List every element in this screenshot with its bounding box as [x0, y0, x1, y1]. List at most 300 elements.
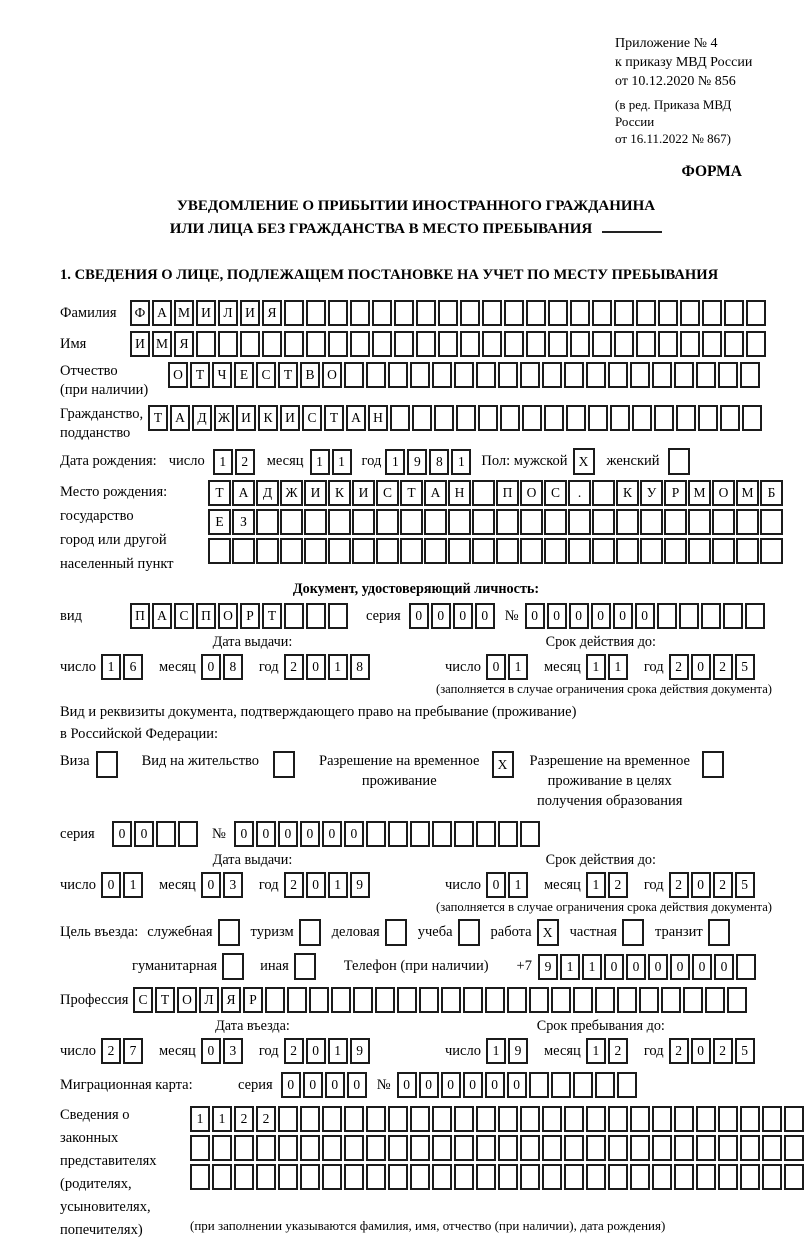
- surname-field-cell[interactable]: [306, 300, 326, 326]
- representatives-line3-cell[interactable]: [476, 1164, 496, 1190]
- doc-issue-year-cell[interactable]: 1: [328, 654, 348, 680]
- profession-field-cell[interactable]: [353, 987, 373, 1013]
- permit-expiry-year-cell[interactable]: 2: [713, 872, 733, 898]
- citizenship-field-cell[interactable]: И: [280, 405, 300, 431]
- representatives-line2-cell[interactable]: [278, 1135, 298, 1161]
- birthplace-line1-cell[interactable]: М: [736, 480, 759, 506]
- birth-day-cell[interactable]: 1: [213, 449, 233, 475]
- profession-field-cell[interactable]: [309, 987, 329, 1013]
- representatives-line3-cell[interactable]: [410, 1164, 430, 1190]
- birthplace-line2-cell[interactable]: [496, 509, 519, 535]
- visa-checkbox-cell[interactable]: [96, 751, 118, 778]
- birthplace-line3-cell[interactable]: [208, 538, 231, 564]
- stay-until-year-cell[interactable]: 0: [691, 1038, 711, 1064]
- citizenship-field-cell[interactable]: [522, 405, 542, 431]
- representatives-line3-cell[interactable]: [608, 1164, 628, 1190]
- migration-number-field-cell[interactable]: 0: [441, 1072, 461, 1098]
- doc-type-field-cell[interactable]: С: [174, 603, 194, 629]
- doc-expiry-day-cell[interactable]: 0: [486, 654, 506, 680]
- surname-field-cell[interactable]: [372, 300, 392, 326]
- birthplace-line3-cell[interactable]: [520, 538, 543, 564]
- doc-expiry-year-cell[interactable]: 0: [691, 654, 711, 680]
- profession-field-cell[interactable]: [375, 987, 395, 1013]
- representatives-line2-cell[interactable]: [586, 1135, 606, 1161]
- profession-field-cell[interactable]: [705, 987, 725, 1013]
- representatives-line2-cell[interactable]: [410, 1135, 430, 1161]
- firstname-field-cell[interactable]: [350, 331, 370, 357]
- representatives-line2-cell[interactable]: [762, 1135, 782, 1161]
- citizenship-field-cell[interactable]: [478, 405, 498, 431]
- permit-number-field-cell[interactable]: 0: [256, 821, 276, 847]
- representatives-line1-cell[interactable]: [366, 1106, 386, 1132]
- doc-expiry-day-cell[interactable]: 1: [508, 654, 528, 680]
- representatives-line2-cell[interactable]: [696, 1135, 716, 1161]
- representatives-line2-cell[interactable]: [652, 1135, 672, 1161]
- representatives-line1-cell[interactable]: [344, 1106, 364, 1132]
- phone-field-cell[interactable]: 1: [560, 954, 580, 980]
- citizenship-field-cell[interactable]: [632, 405, 652, 431]
- birth-month-cell[interactable]: 1: [332, 449, 352, 475]
- entry-year-cell[interactable]: 9: [350, 1038, 370, 1064]
- surname-field-cell[interactable]: И: [240, 300, 260, 326]
- representatives-line1-cell[interactable]: [498, 1106, 518, 1132]
- migration-number-field-cell[interactable]: 0: [485, 1072, 505, 1098]
- doc-number-field-cell[interactable]: [745, 603, 765, 629]
- birthplace-line2-cell[interactable]: [472, 509, 495, 535]
- citizenship-field-cell[interactable]: [434, 405, 454, 431]
- patronymic-field-cell[interactable]: [498, 362, 518, 388]
- representatives-line2-cell[interactable]: [234, 1135, 254, 1161]
- birthplace-line1-cell[interactable]: .: [568, 480, 591, 506]
- birthplace-line3-cell[interactable]: [256, 538, 279, 564]
- entry-year-cell[interactable]: 1: [328, 1038, 348, 1064]
- sex-male-checkbox-cell[interactable]: X: [573, 448, 595, 475]
- birthplace-line3-cell[interactable]: [328, 538, 351, 564]
- firstname-field-cell[interactable]: [328, 331, 348, 357]
- representatives-line1-cell[interactable]: 2: [256, 1106, 276, 1132]
- firstname-field-cell[interactable]: [702, 331, 722, 357]
- purpose-work-checkbox-cell[interactable]: X: [537, 919, 559, 946]
- surname-field-cell[interactable]: [482, 300, 502, 326]
- patronymic-field-cell[interactable]: [564, 362, 584, 388]
- representatives-line2-cell[interactable]: [432, 1135, 452, 1161]
- profession-field-cell[interactable]: [551, 987, 571, 1013]
- profession-field-cell[interactable]: [683, 987, 703, 1013]
- purpose-study-checkbox-cell[interactable]: [458, 919, 480, 946]
- doc-type-field-cell[interactable]: [328, 603, 348, 629]
- representatives-line3-cell[interactable]: [740, 1164, 760, 1190]
- permit-issue-year-cell[interactable]: 0: [306, 872, 326, 898]
- doc-type-field-cell[interactable]: [284, 603, 304, 629]
- surname-field-cell[interactable]: [350, 300, 370, 326]
- birth-year-cell[interactable]: 1: [385, 449, 405, 475]
- surname-field-cell[interactable]: [724, 300, 744, 326]
- citizenship-field-cell[interactable]: Т: [148, 405, 168, 431]
- doc-number-field-cell[interactable]: 0: [591, 603, 611, 629]
- birthplace-line1-cell[interactable]: К: [328, 480, 351, 506]
- birthplace-line3-cell[interactable]: [736, 538, 759, 564]
- birthplace-line3-cell[interactable]: [424, 538, 447, 564]
- permit-number-field-cell[interactable]: [366, 821, 386, 847]
- doc-number-field-cell[interactable]: [657, 603, 677, 629]
- birthplace-line2-cell[interactable]: [304, 509, 327, 535]
- firstname-field-cell[interactable]: [658, 331, 678, 357]
- firstname-field-cell[interactable]: И: [130, 331, 150, 357]
- firstname-field-cell[interactable]: [614, 331, 634, 357]
- profession-field-cell[interactable]: [639, 987, 659, 1013]
- representatives-line3-cell[interactable]: [630, 1164, 650, 1190]
- citizenship-field-cell[interactable]: Т: [324, 405, 344, 431]
- entry-month-cell[interactable]: 0: [201, 1038, 221, 1064]
- doc-issue-day-cell[interactable]: 1: [101, 654, 121, 680]
- doc-type-field-cell[interactable]: [306, 603, 326, 629]
- citizenship-field-cell[interactable]: Н: [368, 405, 388, 431]
- citizenship-field-cell[interactable]: К: [258, 405, 278, 431]
- birthplace-line3-cell[interactable]: [616, 538, 639, 564]
- patronymic-field-cell[interactable]: [520, 362, 540, 388]
- representatives-line1-cell[interactable]: [652, 1106, 672, 1132]
- surname-field-cell[interactable]: [636, 300, 656, 326]
- purpose-tourism-checkbox-cell[interactable]: [299, 919, 321, 946]
- surname-field-cell[interactable]: [548, 300, 568, 326]
- representatives-line1-cell[interactable]: [696, 1106, 716, 1132]
- birthplace-line1-cell[interactable]: [472, 480, 495, 506]
- representatives-line3-cell[interactable]: [564, 1164, 584, 1190]
- permit-number-field-cell[interactable]: 0: [300, 821, 320, 847]
- purpose-private-checkbox-cell[interactable]: [622, 919, 644, 946]
- doc-type-field-cell[interactable]: Р: [240, 603, 260, 629]
- profession-field-cell[interactable]: [617, 987, 637, 1013]
- representatives-line1-cell[interactable]: [278, 1106, 298, 1132]
- citizenship-field-cell[interactable]: Ж: [214, 405, 234, 431]
- representatives-line3-cell[interactable]: [344, 1164, 364, 1190]
- permit-number-field-cell[interactable]: [498, 821, 518, 847]
- representatives-line2-cell[interactable]: [674, 1135, 694, 1161]
- firstname-field-cell[interactable]: [746, 331, 766, 357]
- migration-number-field-cell[interactable]: 0: [463, 1072, 483, 1098]
- temp-residence-education-checkbox-cell[interactable]: [702, 751, 724, 778]
- representatives-line2-cell[interactable]: [388, 1135, 408, 1161]
- stay-until-month-cell[interactable]: 2: [608, 1038, 628, 1064]
- representatives-line1-cell[interactable]: [454, 1106, 474, 1132]
- profession-field-cell[interactable]: [727, 987, 747, 1013]
- doc-issue-year-cell[interactable]: 8: [350, 654, 370, 680]
- doc-issue-year-cell[interactable]: 0: [306, 654, 326, 680]
- birthplace-line3-cell[interactable]: [376, 538, 399, 564]
- doc-number-field-cell[interactable]: 0: [525, 603, 545, 629]
- citizenship-field-cell[interactable]: [676, 405, 696, 431]
- birthplace-line2-cell[interactable]: [256, 509, 279, 535]
- firstname-field-cell[interactable]: [284, 331, 304, 357]
- patronymic-field-cell[interactable]: Т: [278, 362, 298, 388]
- birthplace-line1-cell[interactable]: Д: [256, 480, 279, 506]
- profession-field-cell[interactable]: [595, 987, 615, 1013]
- birthplace-line3-cell[interactable]: [640, 538, 663, 564]
- doc-expiry-year-cell[interactable]: 5: [735, 654, 755, 680]
- stay-until-year-cell[interactable]: 2: [713, 1038, 733, 1064]
- phone-field-cell[interactable]: 0: [648, 954, 668, 980]
- patronymic-field-cell[interactable]: [454, 362, 474, 388]
- birthplace-line1-cell[interactable]: Т: [208, 480, 231, 506]
- permit-number-field-cell[interactable]: [520, 821, 540, 847]
- birthplace-line2-cell[interactable]: [712, 509, 735, 535]
- profession-field-cell[interactable]: [331, 987, 351, 1013]
- patronymic-field-cell[interactable]: [476, 362, 496, 388]
- representatives-line1-cell[interactable]: [300, 1106, 320, 1132]
- surname-field-cell[interactable]: [438, 300, 458, 326]
- surname-field-cell[interactable]: А: [152, 300, 172, 326]
- profession-field-cell[interactable]: [287, 987, 307, 1013]
- migration-number-field-cell[interactable]: [595, 1072, 615, 1098]
- birthplace-line1-cell[interactable]: Н: [448, 480, 471, 506]
- citizenship-field-cell[interactable]: А: [346, 405, 366, 431]
- representatives-line1-cell[interactable]: [410, 1106, 430, 1132]
- patronymic-field-cell[interactable]: [652, 362, 672, 388]
- purpose-other-checkbox-cell[interactable]: [294, 953, 316, 980]
- permit-number-field-cell[interactable]: [476, 821, 496, 847]
- surname-field-cell[interactable]: [328, 300, 348, 326]
- representatives-line2-cell[interactable]: [542, 1135, 562, 1161]
- representatives-line1-cell[interactable]: [542, 1106, 562, 1132]
- profession-field-cell[interactable]: О: [177, 987, 197, 1013]
- birthplace-line1-cell[interactable]: И: [352, 480, 375, 506]
- doc-type-field-cell[interactable]: П: [130, 603, 150, 629]
- representatives-line1-cell[interactable]: [322, 1106, 342, 1132]
- representatives-line1-cell[interactable]: [432, 1106, 452, 1132]
- patronymic-field-cell[interactable]: [366, 362, 386, 388]
- permit-number-field-cell[interactable]: 0: [344, 821, 364, 847]
- representatives-line1-cell[interactable]: [718, 1106, 738, 1132]
- phone-field-cell[interactable]: 0: [692, 954, 712, 980]
- citizenship-field-cell[interactable]: [742, 405, 762, 431]
- permit-expiry-year-cell[interactable]: 2: [669, 872, 689, 898]
- patronymic-field-cell[interactable]: Е: [234, 362, 254, 388]
- patronymic-field-cell[interactable]: [718, 362, 738, 388]
- representatives-line2-cell[interactable]: [608, 1135, 628, 1161]
- permit-series-field-cell[interactable]: [156, 821, 176, 847]
- patronymic-field-cell[interactable]: [388, 362, 408, 388]
- doc-series-field-cell[interactable]: 0: [453, 603, 473, 629]
- firstname-field-cell[interactable]: [196, 331, 216, 357]
- citizenship-field-cell[interactable]: [698, 405, 718, 431]
- phone-field-cell[interactable]: 0: [604, 954, 624, 980]
- representatives-line2-cell[interactable]: [322, 1135, 342, 1161]
- profession-field-cell[interactable]: [507, 987, 527, 1013]
- representatives-line3-cell[interactable]: [388, 1164, 408, 1190]
- representatives-line1-cell[interactable]: [586, 1106, 606, 1132]
- patronymic-field-cell[interactable]: [740, 362, 760, 388]
- birthplace-line1-cell[interactable]: А: [424, 480, 447, 506]
- birthplace-line2-cell[interactable]: [280, 509, 303, 535]
- migration-number-field-cell[interactable]: [617, 1072, 637, 1098]
- birthplace-line1-cell[interactable]: Р: [664, 480, 687, 506]
- migration-series-field-cell[interactable]: 0: [303, 1072, 323, 1098]
- permit-expiry-day-cell[interactable]: 0: [486, 872, 506, 898]
- doc-expiry-month-cell[interactable]: 1: [586, 654, 606, 680]
- migration-series-field-cell[interactable]: 0: [347, 1072, 367, 1098]
- representatives-line2-cell[interactable]: [784, 1135, 804, 1161]
- citizenship-field-cell[interactable]: [610, 405, 630, 431]
- permit-number-field-cell[interactable]: [410, 821, 430, 847]
- representatives-line3-cell[interactable]: [498, 1164, 518, 1190]
- firstname-field-cell[interactable]: Я: [174, 331, 194, 357]
- firstname-field-cell[interactable]: [416, 331, 436, 357]
- firstname-field-cell[interactable]: [240, 331, 260, 357]
- representatives-line1-cell[interactable]: [762, 1106, 782, 1132]
- firstname-field-cell[interactable]: М: [152, 331, 172, 357]
- firstname-field-cell[interactable]: [218, 331, 238, 357]
- firstname-field-cell[interactable]: [680, 331, 700, 357]
- doc-number-field-cell[interactable]: 0: [613, 603, 633, 629]
- representatives-line3-cell[interactable]: [234, 1164, 254, 1190]
- entry-day-cell[interactable]: 7: [123, 1038, 143, 1064]
- birthplace-line2-cell[interactable]: [760, 509, 783, 535]
- entry-day-cell[interactable]: 2: [101, 1038, 121, 1064]
- representatives-line2-cell[interactable]: [454, 1135, 474, 1161]
- representatives-line3-cell[interactable]: [300, 1164, 320, 1190]
- doc-expiry-year-cell[interactable]: 2: [713, 654, 733, 680]
- representatives-line1-cell[interactable]: [476, 1106, 496, 1132]
- surname-field-cell[interactable]: [570, 300, 590, 326]
- patronymic-field-cell[interactable]: С: [256, 362, 276, 388]
- patronymic-field-cell[interactable]: Ч: [212, 362, 232, 388]
- birthplace-line2-cell[interactable]: [568, 509, 591, 535]
- patronymic-field-cell[interactable]: О: [322, 362, 342, 388]
- birth-month-cell[interactable]: 1: [310, 449, 330, 475]
- representatives-line3-cell[interactable]: [674, 1164, 694, 1190]
- purpose-humanitarian-checkbox-cell[interactable]: [222, 953, 244, 980]
- entry-month-cell[interactable]: 3: [223, 1038, 243, 1064]
- representatives-line2-cell[interactable]: [300, 1135, 320, 1161]
- purpose-business-checkbox-cell[interactable]: [385, 919, 407, 946]
- birthplace-line3-cell[interactable]: [712, 538, 735, 564]
- birthplace-line3-cell[interactable]: [472, 538, 495, 564]
- representatives-line3-cell[interactable]: [212, 1164, 232, 1190]
- representatives-line3-cell[interactable]: [278, 1164, 298, 1190]
- representatives-line1-cell[interactable]: [520, 1106, 540, 1132]
- surname-field-cell[interactable]: М: [174, 300, 194, 326]
- migration-number-field-cell[interactable]: 0: [419, 1072, 439, 1098]
- birthplace-line3-cell[interactable]: [400, 538, 423, 564]
- representatives-line3-cell[interactable]: [762, 1164, 782, 1190]
- birthplace-line1-cell[interactable]: С: [376, 480, 399, 506]
- permit-number-field-cell[interactable]: 0: [234, 821, 254, 847]
- firstname-field-cell[interactable]: [570, 331, 590, 357]
- representatives-line3-cell[interactable]: [652, 1164, 672, 1190]
- stay-until-year-cell[interactable]: 2: [669, 1038, 689, 1064]
- representatives-line3-cell[interactable]: [190, 1164, 210, 1190]
- profession-field-cell[interactable]: [419, 987, 439, 1013]
- birthplace-line2-cell[interactable]: [352, 509, 375, 535]
- citizenship-field-cell[interactable]: И: [236, 405, 256, 431]
- firstname-field-cell[interactable]: [482, 331, 502, 357]
- migration-number-field-cell[interactable]: 0: [507, 1072, 527, 1098]
- representatives-line2-cell[interactable]: [718, 1135, 738, 1161]
- birthplace-line2-cell[interactable]: [736, 509, 759, 535]
- migration-series-field-cell[interactable]: 0: [281, 1072, 301, 1098]
- doc-series-field-cell[interactable]: 0: [409, 603, 429, 629]
- permit-number-field-cell[interactable]: 0: [278, 821, 298, 847]
- representatives-line3-cell[interactable]: [542, 1164, 562, 1190]
- representatives-line1-cell[interactable]: [564, 1106, 584, 1132]
- doc-expiry-year-cell[interactable]: 2: [669, 654, 689, 680]
- doc-issue-day-cell[interactable]: 6: [123, 654, 143, 680]
- patronymic-field-cell[interactable]: [674, 362, 694, 388]
- representatives-line3-cell[interactable]: [586, 1164, 606, 1190]
- migration-series-field-cell[interactable]: 0: [325, 1072, 345, 1098]
- birthplace-line3-cell[interactable]: [568, 538, 591, 564]
- birthplace-line2-cell[interactable]: [376, 509, 399, 535]
- profession-field-cell[interactable]: Л: [199, 987, 219, 1013]
- birthplace-line1-cell[interactable]: И: [304, 480, 327, 506]
- migration-number-field-cell[interactable]: 0: [397, 1072, 417, 1098]
- citizenship-field-cell[interactable]: [654, 405, 674, 431]
- profession-field-cell[interactable]: Я: [221, 987, 241, 1013]
- citizenship-field-cell[interactable]: С: [302, 405, 322, 431]
- profession-field-cell[interactable]: С: [133, 987, 153, 1013]
- representatives-line2-cell[interactable]: [564, 1135, 584, 1161]
- permit-expiry-year-cell[interactable]: 0: [691, 872, 711, 898]
- permit-number-field-cell[interactable]: [432, 821, 452, 847]
- profession-field-cell[interactable]: Т: [155, 987, 175, 1013]
- phone-field-cell[interactable]: 0: [626, 954, 646, 980]
- permit-issue-year-cell[interactable]: 9: [350, 872, 370, 898]
- patronymic-field-cell[interactable]: Т: [190, 362, 210, 388]
- phone-field-cell[interactable]: 0: [714, 954, 734, 980]
- birthplace-line2-cell[interactable]: [640, 509, 663, 535]
- birthplace-line1-cell[interactable]: П: [496, 480, 519, 506]
- doc-series-field-cell[interactable]: 0: [475, 603, 495, 629]
- representatives-line3-cell[interactable]: [696, 1164, 716, 1190]
- representatives-line1-cell[interactable]: 1: [190, 1106, 210, 1132]
- profession-field-cell[interactable]: Р: [243, 987, 263, 1013]
- firstname-field-cell[interactable]: [724, 331, 744, 357]
- birthplace-line1-cell[interactable]: М: [688, 480, 711, 506]
- firstname-field-cell[interactable]: [504, 331, 524, 357]
- surname-field-cell[interactable]: [526, 300, 546, 326]
- birthplace-line3-cell[interactable]: [760, 538, 783, 564]
- birthplace-line2-cell[interactable]: [544, 509, 567, 535]
- birthplace-line1-cell[interactable]: У: [640, 480, 663, 506]
- birthplace-line2-cell[interactable]: З: [232, 509, 255, 535]
- doc-number-field-cell[interactable]: 0: [547, 603, 567, 629]
- birthplace-line1-cell[interactable]: О: [712, 480, 735, 506]
- birthplace-line3-cell[interactable]: [664, 538, 687, 564]
- citizenship-field-cell[interactable]: [720, 405, 740, 431]
- surname-field-cell[interactable]: [614, 300, 634, 326]
- patronymic-field-cell[interactable]: [586, 362, 606, 388]
- birthplace-line1-cell[interactable]: С: [544, 480, 567, 506]
- profession-field-cell[interactable]: [573, 987, 593, 1013]
- surname-field-cell[interactable]: [504, 300, 524, 326]
- purpose-official-checkbox-cell[interactable]: [218, 919, 240, 946]
- patronymic-field-cell[interactable]: [542, 362, 562, 388]
- firstname-field-cell[interactable]: [548, 331, 568, 357]
- patronymic-field-cell[interactable]: [432, 362, 452, 388]
- representatives-line2-cell[interactable]: [256, 1135, 276, 1161]
- birthplace-line1-cell[interactable]: [592, 480, 615, 506]
- permit-expiry-month-cell[interactable]: 1: [586, 872, 606, 898]
- profession-field-cell[interactable]: [529, 987, 549, 1013]
- firstname-field-cell[interactable]: [636, 331, 656, 357]
- birthplace-line3-cell[interactable]: [448, 538, 471, 564]
- representatives-line3-cell[interactable]: [256, 1164, 276, 1190]
- permit-number-field-cell[interactable]: [388, 821, 408, 847]
- birthplace-line2-cell[interactable]: [592, 509, 615, 535]
- birthplace-line3-cell[interactable]: [304, 538, 327, 564]
- representatives-line3-cell[interactable]: [718, 1164, 738, 1190]
- stay-until-month-cell[interactable]: 1: [586, 1038, 606, 1064]
